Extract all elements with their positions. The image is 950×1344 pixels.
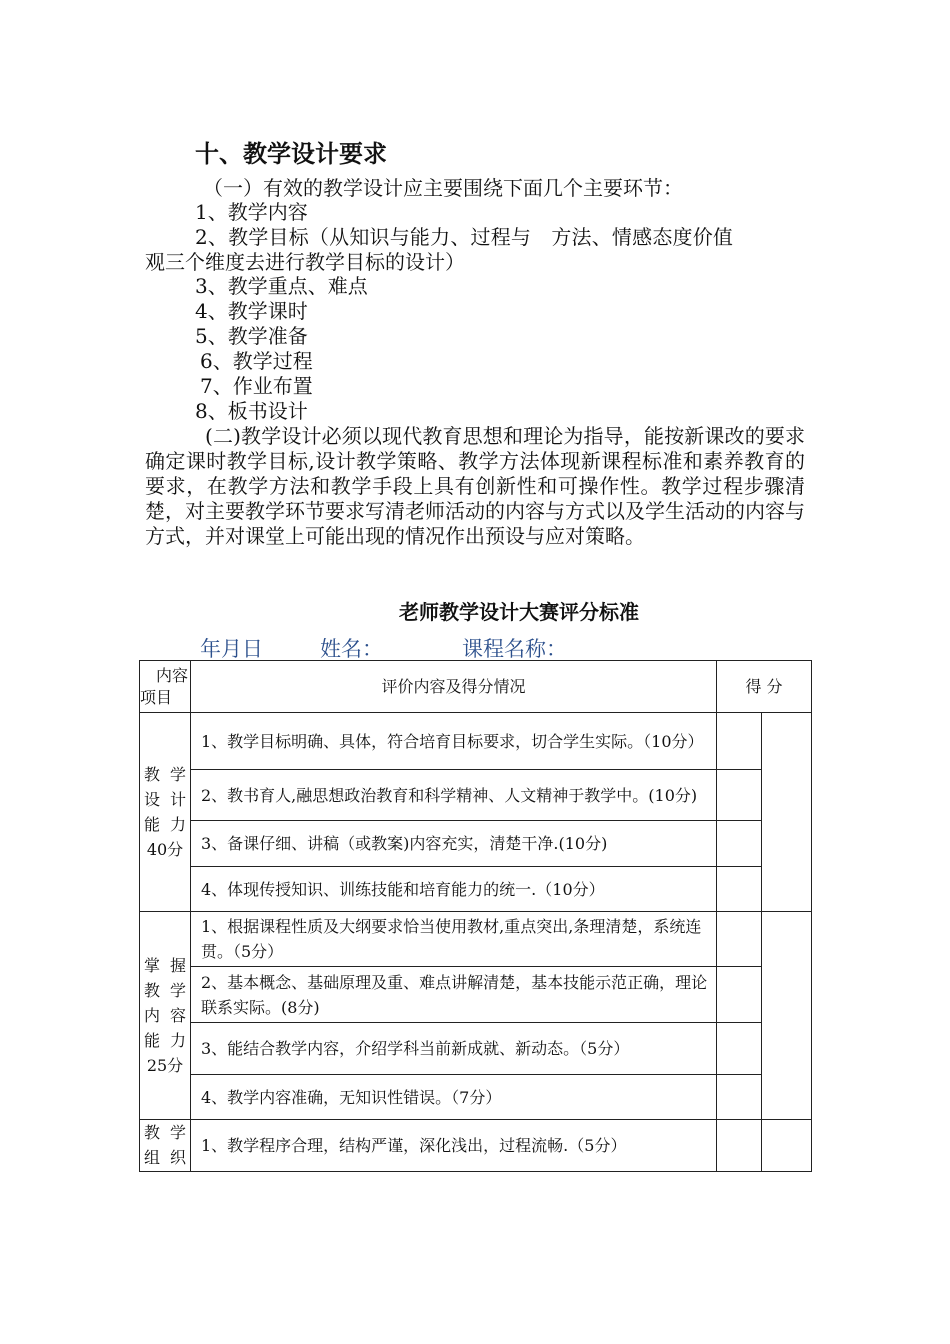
- table-row: [140, 912, 812, 967]
- score-input-cell[interactable]: [717, 713, 762, 770]
- category-label-char: 设: [144, 790, 161, 809]
- list-item: 1、教学内容: [195, 200, 308, 224]
- criteria-cell: 4、教学内容准确，无知识性错误。（7分）: [191, 1075, 717, 1120]
- category-label-char: 容: [169, 1006, 186, 1025]
- score-input-cell[interactable]: [717, 1120, 762, 1172]
- header-category-line2: 项目: [140, 687, 173, 707]
- criteria-cell: 3、能结合教学内容，介绍学科当前新成就、新动态。（5分）: [191, 1023, 717, 1075]
- category-label-line: [144, 953, 186, 978]
- score-input-cell[interactable]: [717, 770, 762, 821]
- category-label-char: 计: [169, 790, 186, 809]
- category-cell: [140, 713, 191, 912]
- criteria-cell: 1、教学程序合理，结构严谨，深化浅出，过程流畅.（5分）: [191, 1120, 717, 1172]
- part2-paragraph: (二)教学设计必须以现代教育思想和理论为指导，能按新课改的要求确定课时教学目标,设计教学策略、教学方法体现新课程标准和素养教育的要求，在教学方法和教学手段上具有创新性和可操作性。教学过程步骤清楚，对主要教学环节要求写清老师活动的内容与方式以及学生活动的内容与方式，并对课堂上可能出现的情况作出预设与应对策略。: [145, 424, 805, 548]
- table-row: [140, 1023, 812, 1075]
- scoring-table: [139, 660, 812, 1172]
- header-category: [140, 661, 191, 713]
- criteria-cell: 3、备课仔细、讲稿（或教案)内容充实，清楚干净.(10分): [191, 821, 717, 867]
- table-row: [140, 1120, 812, 1172]
- category-label-line: [144, 837, 186, 862]
- score-input-cell[interactable]: [717, 912, 762, 967]
- category-label-char: 教: [144, 765, 161, 784]
- header-score: 得 分: [717, 661, 812, 713]
- category-label-line: [144, 1028, 186, 1053]
- section-heading: 十、教学设计要求: [195, 140, 387, 168]
- table-row: [140, 867, 812, 912]
- list-item: 5、教学准备: [195, 324, 308, 348]
- category-label-char: 学: [169, 1123, 186, 1142]
- date-label: 年月日: [200, 637, 263, 661]
- category-label-char: 织: [169, 1148, 186, 1167]
- list-item: 6、教学过程: [200, 349, 313, 373]
- table-row: [140, 821, 812, 867]
- criteria-cell: 2、基本概念、基础原理及重、难点讲解清楚，基本技能示范正确，理论联系实际。(8分): [191, 967, 717, 1023]
- table-row: [140, 713, 812, 770]
- score-input-cell[interactable]: [717, 967, 762, 1023]
- table-row: [140, 1075, 812, 1120]
- category-label-char: 握: [169, 956, 186, 975]
- category-label-char: 学: [169, 765, 186, 784]
- category-label-line: [144, 812, 186, 837]
- name-label: 姓名：: [320, 637, 383, 661]
- score-input-cell[interactable]: [717, 1023, 762, 1075]
- score-total-cell[interactable]: [762, 1120, 812, 1172]
- category-label-line: [144, 1053, 186, 1078]
- category-label-line: [144, 1145, 186, 1170]
- category-label-char: 能: [144, 815, 161, 834]
- category-label-char: 教: [144, 981, 161, 1000]
- table-header-row: [140, 661, 812, 713]
- category-label-char: 教: [144, 1123, 161, 1142]
- list-item: 3、教学重点、难点: [195, 274, 368, 298]
- score-input-cell[interactable]: [717, 1075, 762, 1120]
- criteria-cell: 2、教书育人,融思想政治教育和科学精神、人文精神于教学中。(10分): [191, 770, 717, 821]
- criteria-cell: 1、教学目标明确、具体，符合培育目标要求，切合学生实际。（10分）: [191, 713, 717, 770]
- category-label-line: [144, 787, 186, 812]
- table-row: [140, 770, 812, 821]
- category-label-char: 力: [169, 815, 186, 834]
- header-criteria: 评价内容及得分情况: [191, 661, 717, 713]
- category-label-line: [144, 978, 186, 1003]
- list-item: 7、作业布置: [200, 374, 313, 398]
- category-cell: [140, 912, 191, 1120]
- category-label-char: 内: [144, 1006, 161, 1025]
- category-label-line: [144, 1120, 186, 1145]
- list-item: 4、教学课时: [195, 299, 308, 323]
- criteria-cell: 1、根据课程性质及大纲要求恰当使用教材,重点突出,条理清楚，系统连贯。（5分）: [191, 912, 717, 967]
- list-item-continuation: 观三个维度去进行教学目标的设计）: [145, 250, 465, 274]
- category-label-line: [144, 762, 186, 787]
- header-category-line1: 内容: [155, 665, 188, 685]
- criteria-cell: 4、体现传授知识、训练技能和培育能力的统一.（10分）: [191, 867, 717, 912]
- category-label-char: 能: [144, 1031, 161, 1050]
- list-item: 8、板书设计: [195, 399, 308, 423]
- category-label-char: 学: [169, 981, 186, 1000]
- part1-intro: （一）有效的教学设计应主要围绕下面几个主要环节：: [203, 176, 683, 200]
- score-total-cell[interactable]: [762, 912, 812, 1120]
- category-label-char: 掌: [144, 956, 161, 975]
- score-total-cell[interactable]: [762, 713, 812, 912]
- table-row: [140, 967, 812, 1023]
- list-item: 2、教学目标（从知识与能力、过程与 方法、情感态度价值: [195, 225, 734, 249]
- category-cell: [140, 1120, 191, 1172]
- category-label-char: 组: [144, 1148, 161, 1167]
- table-title: 老师教学设计大赛评分标准: [399, 600, 639, 624]
- score-input-cell[interactable]: [717, 821, 762, 867]
- category-label-char: 25分: [146, 1056, 184, 1075]
- category-label-char: 力: [169, 1031, 186, 1050]
- category-label-char: 40分: [146, 840, 184, 859]
- score-input-cell[interactable]: [717, 867, 762, 912]
- category-label-line: [144, 1003, 186, 1028]
- course-label: 课程名称：: [462, 637, 567, 661]
